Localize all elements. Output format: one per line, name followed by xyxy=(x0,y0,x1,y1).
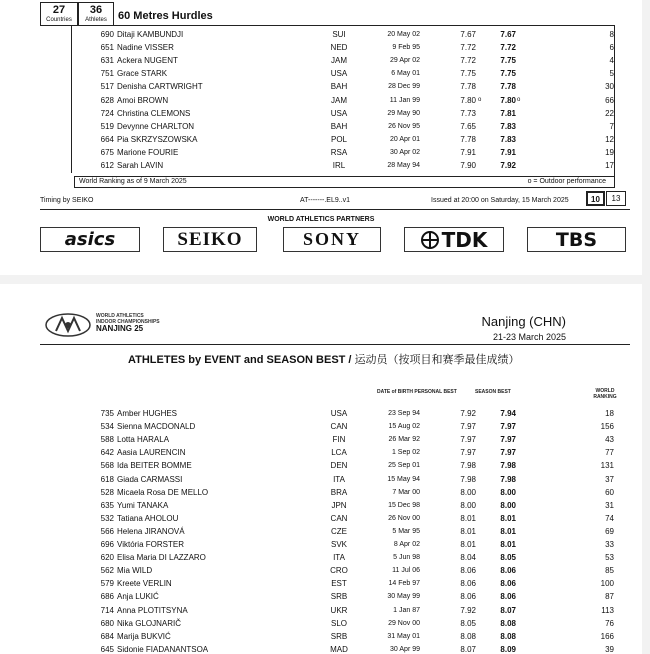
athlete-name: Micaela Rosa DE MELLO xyxy=(117,487,209,497)
issued-timestamp: Issued at 20:00 on Saturday, 15 March 2025 xyxy=(431,197,569,204)
bib-number: 664 xyxy=(100,134,114,144)
world-ranking: 76 xyxy=(605,618,614,628)
season-best: 7.75 xyxy=(500,69,516,79)
country-code: ITA xyxy=(333,474,345,484)
personal-best: 7.67 xyxy=(460,30,476,39)
athlete-row xyxy=(0,525,642,538)
country-code: UKR xyxy=(330,605,348,615)
personal-best: 7.98 xyxy=(460,474,476,484)
personal-best: 8.00 xyxy=(460,500,476,510)
world-ranking: 113 xyxy=(601,605,614,615)
personal-best: 8.06 xyxy=(460,566,476,576)
bib-number: 588 xyxy=(100,435,114,445)
athlete-row xyxy=(0,94,642,107)
personal-best: 7.97 xyxy=(460,448,476,458)
bib-number: 620 xyxy=(100,553,114,563)
bib-number: 612 xyxy=(100,161,114,170)
season-best: 8.08 xyxy=(500,631,516,641)
athlete-name: Ida BEITER BOMME xyxy=(117,461,192,471)
bib-number: 566 xyxy=(100,526,114,536)
personal-best: 8.06 xyxy=(460,579,476,589)
country-code: USA xyxy=(330,409,348,418)
bib-number: 642 xyxy=(100,448,114,458)
athlete-name: Yumi TANAKA xyxy=(117,500,169,510)
country-code: SRB xyxy=(330,631,348,641)
championship-emblem-icon xyxy=(44,312,96,338)
date-of-birth: 15 Dec 98 xyxy=(388,501,420,509)
world-ranking: 60 xyxy=(605,487,614,497)
athlete-row xyxy=(0,643,642,654)
season-best: 8.01 xyxy=(500,526,516,536)
tdk-logo-text: TDK xyxy=(441,227,488,252)
country-code: SRB xyxy=(330,592,348,602)
date-of-birth: 31 May 01 xyxy=(387,632,420,640)
athletes-count: 36 xyxy=(89,4,103,16)
season-best: 7.83 xyxy=(500,134,516,144)
world-ranking: 53 xyxy=(605,553,614,563)
world-ranking: 43 xyxy=(605,435,614,445)
tbs-logo xyxy=(527,227,626,252)
country-code: SLO xyxy=(330,618,347,628)
country-code: ITA xyxy=(333,553,345,563)
athlete-row xyxy=(0,120,642,133)
countries-count-box xyxy=(40,2,78,26)
season-best: 8.07 xyxy=(500,605,516,615)
athlete-row xyxy=(0,41,642,54)
bib-number: 528 xyxy=(100,487,114,497)
column-header-season-best: SEASON BEST xyxy=(475,389,511,395)
bib-number: 618 xyxy=(100,474,114,484)
date-of-birth: 30 Apr 99 xyxy=(390,645,420,653)
athlete-row xyxy=(0,564,642,577)
personal-best: 7.75 xyxy=(460,69,476,79)
page-title-en: ATHLETES by EVENT and SEASON BEST / xyxy=(128,354,355,366)
athlete-name: Lotta HARALA xyxy=(117,435,170,445)
bib-number: 735 xyxy=(100,409,114,418)
country-code: FIN xyxy=(332,435,346,445)
bib-number: 690 xyxy=(100,30,114,39)
season-best: 8.06 xyxy=(500,566,516,576)
world-ranking: 66 xyxy=(605,95,614,105)
date-of-birth: 30 May 99 xyxy=(387,593,420,601)
athletes-count-box xyxy=(78,2,114,26)
country-code: USA xyxy=(330,108,348,118)
date-of-birth: 29 Apr 02 xyxy=(390,57,420,65)
personal-best: 7.92 xyxy=(460,409,476,418)
date-of-birth: 5 Mar 95 xyxy=(392,527,420,535)
athlete-name: Giada CARMASSI xyxy=(117,474,183,484)
personal-best: 7.65 xyxy=(460,121,476,131)
document-code: AT-------.EL9..v1 xyxy=(300,197,351,204)
country-code: IRL xyxy=(332,161,346,170)
athlete-row xyxy=(0,407,642,420)
country-code: EST xyxy=(331,579,347,589)
world-ranking: 33 xyxy=(605,540,614,549)
date-of-birth: 20 May 02 xyxy=(387,31,420,38)
championship-line: INDOOR CHAMPIONSHIPS xyxy=(96,319,160,325)
country-code: CAN xyxy=(330,422,348,432)
date-of-birth: 7 Mar 00 xyxy=(392,488,420,496)
athlete-row xyxy=(0,577,642,590)
current-page-number: 10 xyxy=(586,191,605,206)
bib-number: 628 xyxy=(100,95,114,105)
date-of-birth: 23 Sep 94 xyxy=(388,410,420,417)
seiko-logo xyxy=(163,227,257,252)
athlete-name: Sarah LAVIN xyxy=(117,161,164,170)
pb-outdoor-indicator: o xyxy=(478,96,482,103)
country-code: MAD xyxy=(330,644,348,654)
world-ranking: 85 xyxy=(605,566,614,576)
ranking-note: World Ranking as of 9 March 2025 xyxy=(79,178,187,185)
personal-best: 7.72 xyxy=(460,43,476,53)
personal-best: 7.80 xyxy=(460,95,476,105)
athlete-row xyxy=(0,473,642,486)
sb-outdoor-indicator: o xyxy=(517,96,521,103)
athlete-row xyxy=(0,80,642,93)
date-of-birth: 8 Apr 02 xyxy=(393,541,420,548)
season-best: 8.09 xyxy=(500,644,516,654)
country-code: POL xyxy=(330,134,347,144)
athlete-name: Marija BUKVIĆ xyxy=(117,631,171,641)
athlete-name: Aasia LAURENCIN xyxy=(117,448,186,458)
personal-best: 7.73 xyxy=(460,108,476,118)
season-best: 8.01 xyxy=(500,540,516,549)
country-code: JAM xyxy=(331,95,347,105)
venue-name: Nanjing (CHN) xyxy=(481,314,566,329)
bib-number: 562 xyxy=(100,566,114,576)
date-of-birth: 20 Apr 01 xyxy=(390,135,420,143)
date-of-birth: 26 Mar 92 xyxy=(388,436,420,444)
world-ranking: 156 xyxy=(600,422,614,432)
world-ranking: 6 xyxy=(609,43,614,53)
date-of-birth: 28 May 94 xyxy=(387,162,420,169)
personal-best: 7.91 xyxy=(460,147,476,157)
date-of-birth: 14 Feb 97 xyxy=(388,580,420,588)
world-ranking: 100 xyxy=(600,579,614,589)
season-best: 7.97 xyxy=(500,435,516,445)
event-title: 60 Metres Hurdles xyxy=(118,10,213,22)
world-ranking: 39 xyxy=(605,644,614,654)
athlete-name: Sidonie FIADANANTSOA xyxy=(117,644,209,654)
world-ranking: 7 xyxy=(609,121,614,131)
athlete-name: Nika GLOJNARIČ xyxy=(117,618,182,628)
ranking-note-box xyxy=(74,176,615,188)
date-of-birth: 15 Aug 02 xyxy=(388,423,420,431)
athlete-name: Ackera NUGENT xyxy=(117,56,178,66)
athlete-name: Tatiana AHOLOU xyxy=(117,513,179,523)
athlete-name: Elisa Maria DI LAZZARO xyxy=(117,553,206,563)
countries-label: Countries xyxy=(46,17,72,23)
athlete-name: Devynne CHARLTON xyxy=(117,121,195,131)
sony-logo-text: SONY xyxy=(302,229,361,249)
personal-best: 8.01 xyxy=(460,540,476,549)
date-of-birth: 15 May 94 xyxy=(387,475,420,483)
world-ranking: 166 xyxy=(600,631,614,641)
partners-title: WORLD ATHLETICS PARTNERS xyxy=(267,216,375,223)
athlete-name: Viktória FORSTER xyxy=(117,540,184,549)
athlete-row xyxy=(0,54,642,67)
athlete-name: Anna PLOTITSYNA xyxy=(117,605,188,615)
season-best: 7.91 xyxy=(500,147,516,157)
athlete-row xyxy=(0,499,642,512)
athlete-name: Amber HUGHES xyxy=(117,409,178,418)
world-ranking: 17 xyxy=(605,161,614,170)
world-ranking: 74 xyxy=(605,513,614,523)
personal-best: 8.01 xyxy=(460,513,476,523)
season-best: 8.06 xyxy=(500,579,516,589)
date-of-birth: 28 Dec 99 xyxy=(388,83,420,91)
world-ranking: 37 xyxy=(605,474,614,484)
athlete-name: Anja LUKIĆ xyxy=(117,592,159,602)
country-code: LCA xyxy=(331,448,347,458)
country-code: CRO xyxy=(330,566,348,576)
country-code: BRA xyxy=(330,487,348,497)
world-ranking: 19 xyxy=(605,147,614,157)
season-best: 7.67 xyxy=(500,30,516,39)
total-page-number: 13 xyxy=(606,191,626,206)
world-ranking: 4 xyxy=(609,56,614,66)
personal-best: 8.08 xyxy=(460,631,476,641)
championship-line: WORLD ATHLETICS xyxy=(96,313,144,319)
personal-best: 8.01 xyxy=(460,526,476,536)
date-of-birth: 26 Nov 95 xyxy=(388,122,420,130)
athlete-row xyxy=(0,159,642,172)
country-code: BAH xyxy=(330,82,348,92)
bib-number: 568 xyxy=(100,461,114,471)
country-code: JPN xyxy=(331,500,347,510)
sony-logo xyxy=(283,227,381,252)
season-best: 7.97 xyxy=(500,422,516,432)
world-ranking: 18 xyxy=(605,409,614,418)
tdk-mark-icon xyxy=(421,231,439,249)
world-ranking: 77 xyxy=(605,448,614,458)
personal-best: 8.07 xyxy=(460,644,476,654)
athlete-row xyxy=(0,551,642,564)
bib-number: 696 xyxy=(100,540,114,549)
date-of-birth: 11 Jan 99 xyxy=(389,96,420,104)
athlete-name: Sienna MACDONALD xyxy=(117,422,196,432)
column-header-dob-pb: DATE of BIRTH PERSONAL BEST xyxy=(377,389,457,395)
athlete-name: Denisha CARTWRIGHT xyxy=(117,82,203,92)
athlete-row xyxy=(0,446,642,459)
world-ranking: 30 xyxy=(605,82,614,92)
athlete-row xyxy=(0,512,642,525)
season-best: 8.01 xyxy=(500,513,516,523)
event-dates: 21-23 March 2025 xyxy=(492,332,566,342)
athlete-row xyxy=(0,590,642,603)
world-ranking: 31 xyxy=(605,500,614,510)
bib-number: 635 xyxy=(100,500,114,510)
personal-best: 8.05 xyxy=(460,618,476,628)
date-of-birth: 25 Sep 01 xyxy=(388,462,420,470)
tbs-logo-text: TBS xyxy=(555,228,598,251)
date-of-birth: 1 Sep 02 xyxy=(391,449,420,457)
countries-count: 27 xyxy=(52,4,66,16)
athlete-row xyxy=(0,433,642,446)
season-best: 7.94 xyxy=(500,409,516,418)
country-code: SVK xyxy=(330,540,347,549)
athlete-name: Christina CLEMONS xyxy=(117,108,191,118)
date-of-birth: 11 Jul 06 xyxy=(392,567,420,575)
tdk-logo xyxy=(404,227,504,252)
date-of-birth: 1 Jan 87 xyxy=(393,606,420,614)
seiko-logo-text: SEIKO xyxy=(177,228,243,250)
bib-number: 675 xyxy=(100,147,114,157)
results-page-top xyxy=(0,0,642,275)
bib-number: 714 xyxy=(100,605,114,615)
outdoor-note: o = Outdoor performance xyxy=(527,178,606,185)
bib-number: 519 xyxy=(100,121,114,131)
personal-best: 7.98 xyxy=(460,461,476,471)
country-code: JAM xyxy=(331,56,347,66)
bib-number: 724 xyxy=(100,108,114,118)
bib-number: 534 xyxy=(100,422,114,432)
athlete-name: Grace STARK xyxy=(117,69,168,79)
season-best: 8.05 xyxy=(500,553,516,563)
season-best: 7.81 xyxy=(500,108,516,118)
athlete-name: Helena JIRANOVÁ xyxy=(117,526,185,536)
country-code: BAH xyxy=(330,121,348,131)
athlete-row xyxy=(0,630,642,643)
athlete-name: Kreete VERLIN xyxy=(117,579,172,589)
athlete-name: Marione FOURIE xyxy=(117,147,179,157)
season-best: 7.98 xyxy=(500,474,516,484)
country-code: NED xyxy=(330,43,348,53)
bib-number: 680 xyxy=(100,618,114,628)
athlete-row xyxy=(0,133,642,146)
season-best: 8.00 xyxy=(500,500,516,510)
personal-best: 8.06 xyxy=(460,592,476,602)
date-of-birth: 26 Nov 00 xyxy=(388,514,420,522)
personal-best: 7.92 xyxy=(460,605,476,615)
athlete-row xyxy=(0,28,642,41)
results-page-bottom xyxy=(0,284,642,654)
column-header-world-ranking: WORLD RANKING xyxy=(593,388,617,400)
championship-city: NANJING 25 xyxy=(96,324,144,333)
date-of-birth: 6 May 01 xyxy=(391,70,420,78)
athlete-row xyxy=(0,486,642,499)
world-ranking: 131 xyxy=(600,461,614,471)
season-best: 8.06 xyxy=(500,592,516,602)
country-code: CZE xyxy=(331,526,347,536)
athlete-name: Pia SKRZYSZOWSKA xyxy=(117,134,198,144)
date-of-birth: 5 Jun 98 xyxy=(393,554,420,562)
athlete-name: Nadine VISSER xyxy=(117,43,174,53)
personal-best: 7.97 xyxy=(460,422,476,432)
season-best: 7.72 xyxy=(500,43,516,53)
footer-divider xyxy=(40,209,630,210)
personal-best: 7.72 xyxy=(460,56,476,66)
date-of-birth: 30 Apr 02 xyxy=(390,148,420,156)
personal-best: 7.78 xyxy=(460,134,476,144)
date-of-birth: 9 Feb 95 xyxy=(392,44,420,52)
season-best: 8.08 xyxy=(500,618,516,628)
asics-logo xyxy=(40,227,140,252)
bib-number: 684 xyxy=(100,631,114,641)
bib-number: 751 xyxy=(100,69,114,79)
athlete-name: Ditaji KAMBUNDJI xyxy=(117,30,184,39)
season-best: 7.75 xyxy=(500,56,516,66)
season-best: 7.80 xyxy=(500,95,516,105)
world-ranking: 69 xyxy=(605,526,614,536)
season-best: 7.98 xyxy=(500,461,516,471)
country-code: DEN xyxy=(330,461,348,471)
personal-best: 7.97 xyxy=(460,435,476,445)
athlete-name: Amoi BROWN xyxy=(117,95,169,105)
athlete-row xyxy=(0,604,642,617)
date-of-birth: 29 May 90 xyxy=(387,109,420,117)
athlete-row xyxy=(0,67,642,80)
bib-number: 579 xyxy=(100,579,114,589)
bib-number: 651 xyxy=(100,43,114,53)
world-ranking: 87 xyxy=(605,592,614,602)
country-code: SUI xyxy=(332,30,346,39)
page-title-cn: 运动员（按项目和赛季最佳成绩） xyxy=(354,354,520,366)
season-best: 7.92 xyxy=(500,161,516,170)
bib-number: 532 xyxy=(100,513,114,523)
asics-logo-text: asics xyxy=(64,229,116,250)
header-divider xyxy=(40,344,630,345)
athlete-row xyxy=(0,420,642,433)
bib-number: 645 xyxy=(100,644,114,654)
athlete-name: Mia WILD xyxy=(117,566,153,576)
world-ranking: 8 xyxy=(609,30,614,39)
season-best: 7.97 xyxy=(500,448,516,458)
season-best: 8.00 xyxy=(500,487,516,497)
athlete-row xyxy=(0,538,642,551)
bib-number: 686 xyxy=(100,592,114,602)
athlete-row xyxy=(0,107,642,120)
athlete-row xyxy=(0,617,642,630)
bib-number: 631 xyxy=(100,56,114,66)
bib-number: 517 xyxy=(100,82,114,92)
personal-best: 8.00 xyxy=(460,487,476,497)
timing-credit: Timing by SEIKO xyxy=(40,197,94,204)
athlete-row xyxy=(0,459,642,472)
athletes-label: Athletes xyxy=(85,17,107,23)
season-best: 7.78 xyxy=(500,82,516,92)
personal-best: 8.04 xyxy=(460,553,476,563)
personal-best: 7.78 xyxy=(460,82,476,92)
country-code: USA xyxy=(330,69,348,79)
personal-best: 7.90 xyxy=(460,161,476,170)
country-code: CAN xyxy=(330,513,348,523)
athlete-row xyxy=(0,146,642,159)
page-title xyxy=(128,351,520,367)
world-ranking: 5 xyxy=(609,69,614,79)
season-best: 7.83 xyxy=(500,121,516,131)
world-ranking: 22 xyxy=(605,108,614,118)
title-divider xyxy=(40,25,614,26)
country-code: RSA xyxy=(330,147,348,157)
date-of-birth: 29 Nov 00 xyxy=(388,619,420,627)
world-ranking: 12 xyxy=(605,134,614,144)
